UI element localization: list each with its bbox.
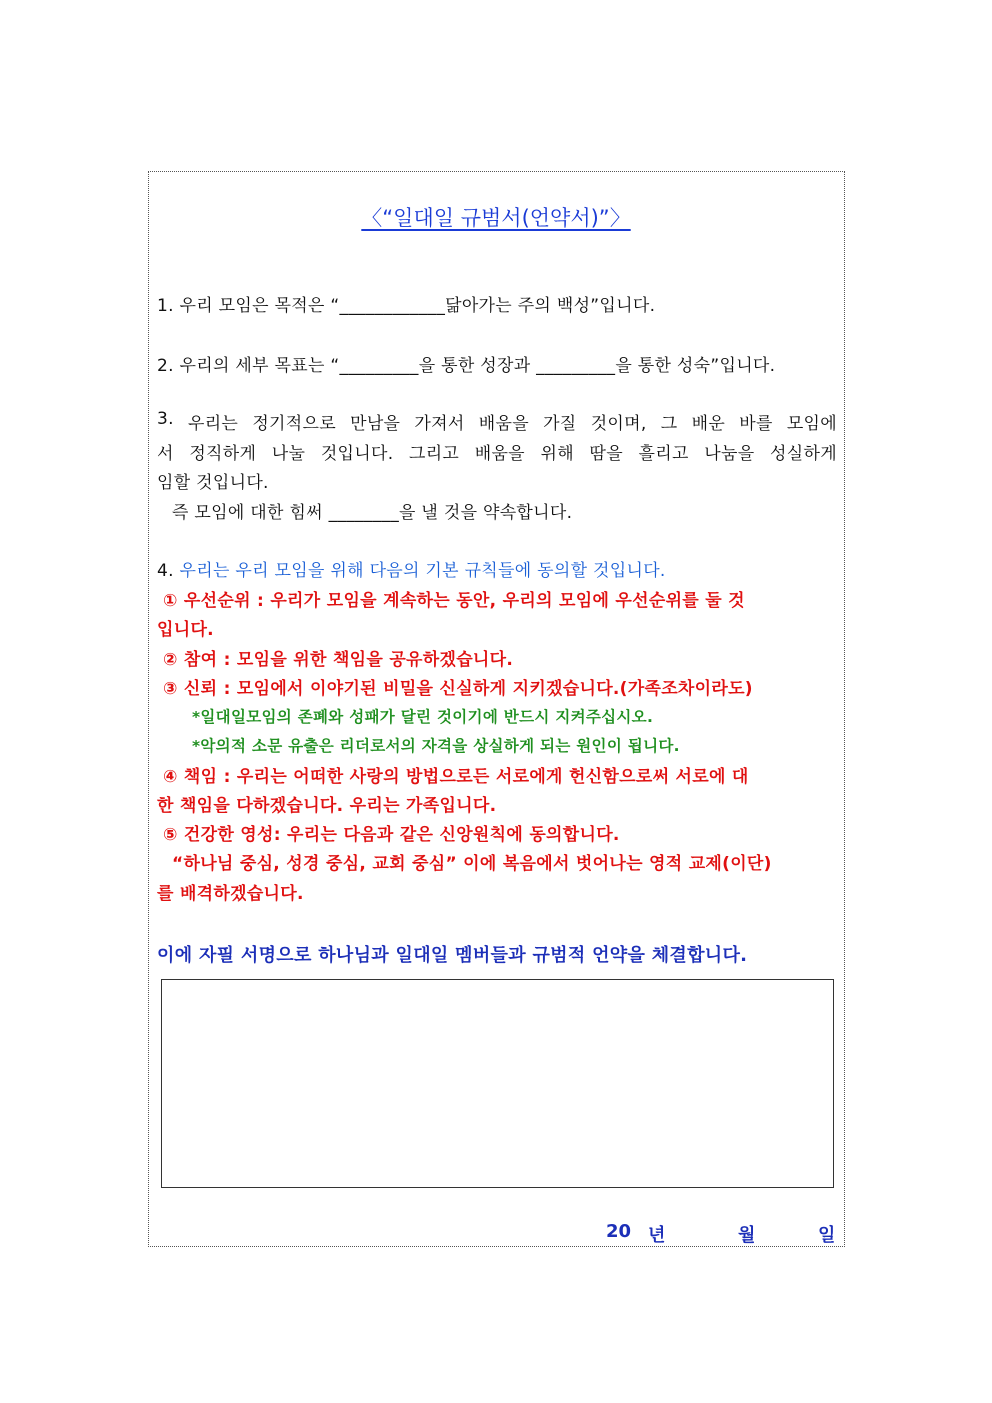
item-4-intro: 4. 우리는 우리 모임을 위해 다음의 기본 규칙들에 동의할 것입니다.: [157, 561, 666, 581]
item-3-line-4: 즉 모임에 대한 힘써 ________을 낼 것을 약속합니다.: [172, 503, 573, 523]
word: 바를: [739, 414, 773, 434]
word: 그: [660, 414, 678, 434]
word: 배운: [691, 414, 726, 434]
word: 위해: [540, 444, 574, 464]
word: 가질: [543, 414, 577, 434]
item-3-line-2: [157, 439, 837, 464]
word: 성실하게: [770, 444, 837, 464]
rule-spirituality: ⑤ 건강한 영성: 우리는 다음과 같은 신앙원칙에 동의합니다.: [163, 825, 620, 845]
rule-participation: ② 참여 : 모임을 위한 책임을 공유하겠습니다.: [163, 650, 514, 670]
rule-spirituality-line-3: 를 배격하겠습니다.: [157, 884, 304, 904]
document-title: 〈“일대일 규범서(언약서)”〉: [361, 206, 631, 230]
rule-trust: ③ 신뢰 : 모임에서 이야기된 비밀을 신실하게 지키겠습니다.(가족조차이라도): [163, 679, 753, 699]
word: 배움을: [474, 444, 525, 464]
word: 정직하게: [189, 444, 257, 464]
signature-box[interactable]: [161, 979, 834, 1188]
item-1: 1. 우리 모임은 목적은 “____________닮아가는 주의 백성”입니다.: [157, 296, 656, 316]
word: 흘리고: [638, 444, 689, 464]
word: 나눔을: [704, 444, 755, 464]
item-3-line-3: 임할 것입니다.: [157, 473, 269, 493]
word: 3.: [157, 409, 174, 429]
rule-responsibility-line-2: 한 책임을 다하겠습니다. 우리는 가족입니다.: [157, 796, 497, 816]
word: 모임에: [786, 414, 837, 434]
word: 땀을: [589, 444, 623, 464]
date-month-label: 월: [738, 1225, 756, 1246]
word: 가져서: [414, 414, 465, 434]
word: 만남을: [350, 414, 401, 434]
word: 배움을: [478, 414, 529, 434]
word: 우리는: [187, 414, 239, 434]
word: 정기적으로: [252, 414, 336, 434]
rule-priority-line-1: ① 우선순위 : 우리가 모임을 계속하는 동안, 우리의 모임에 우선순위를 둘 것: [163, 591, 745, 611]
rule-responsibility-line-1: ④ 책임 : 우리는 어떠한 사랑의 방법으로든 서로에게 헌신함으로써 서로에 대: [163, 767, 749, 787]
rule-priority-line-2: 입니다.: [157, 620, 214, 640]
word: 것이며,: [590, 414, 647, 434]
trust-note-2: *악의적 소문 유출은 리더로서의 자격을 상실하게 되는 원인이 됩니다.: [192, 737, 680, 755]
covenant-statement: 이에 자필 서명으로 하나님과 일대일 멤버들과 규범적 언약을 체결합니다.: [157, 945, 748, 966]
word: 것입니다.: [320, 444, 394, 464]
trust-note-1: *일대일모임의 존폐와 성패가 달린 것이기에 반드시 지켜주십시오.: [192, 708, 654, 726]
word: 나눌: [271, 444, 306, 464]
item-3-line-1: [157, 409, 837, 434]
word: 그리고: [408, 444, 460, 464]
word: 서: [157, 444, 174, 464]
date-year-prefix: 20: [606, 1221, 632, 1242]
rule-spirituality-line-2: “하나님 중심, 성경 중심, 교회 중심” 이에 복음에서 벗어나는 영적 교제(이단): [172, 854, 772, 874]
item-2: 2. 우리의 세부 목표는 “_________을 통한 성장과 _________을 통한 성숙”입니다.: [157, 356, 776, 376]
date-year-label: 년: [648, 1225, 666, 1246]
date-day-label: 일: [818, 1225, 836, 1246]
